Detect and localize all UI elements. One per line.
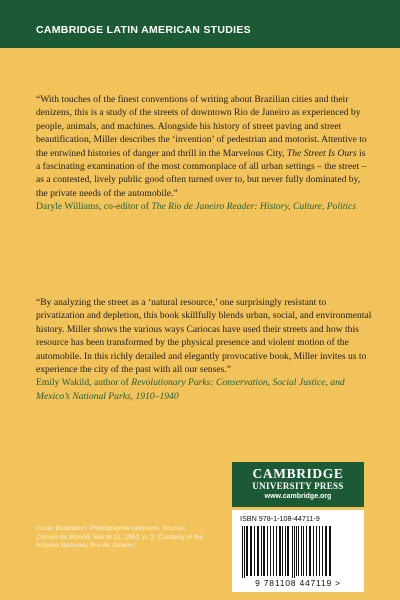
barcode-digits: 9 781108 447119 > [255,578,341,588]
cover-credit: Cover illustration: Photographer unknown. Source: Correio da Manhã, March 11, 1952, p. 3. Courtesy of the Arquivo Nacional, Rio de Janeiro. [36,525,204,550]
publisher-logo [232,462,364,507]
endorsement-2-attribution: Emily Wakild, author of Revolutionary Parks: Conservation, Social Justice, and Mexico’s National Parks, 1910–1940 [36,377,345,402]
endorsement-1 [36,93,372,214]
publisher-name: CAMBRIDGE [252,466,344,481]
isbn-label: ISBN 978-1-108-44711-9 [240,514,320,523]
endorsement-2-quote: “By analyzing the street as a ‘natural resource,’ one surprisingly resistant to privatization and depletion, this book skillfully blends urban, social, and environmental history. Miller shows the various ways Cariocas have used their streets and how this resource has been transformed by the physical presence and violent motion of the automobile. In this richly detailed and elegantly provocative book, Miller invites us to experience the city of the past with all our senses.” [36,297,372,376]
endorsement-1-quote: “With touches of the finest conventions of writing about Brazilian cities and their denizens, this is a study of the streets of downtown Rio de Janeiro as experienced by people, animals, and machines. Alongside his history of street paving and street beautification, Miller describes the ‘invention’ of pedestrian and motorist. Attentive to the entwined histories of danger and thrill in the Marvelous City, The Street Is Ours is a fascinating examination of the most commonplace of all urban settings – the street – as a contested, lively public good often turned over to, but never fully dominated by, the private needs of the automobile.” [36,94,367,199]
publisher-url: www.cambridge.org [264,493,332,500]
barcode-box [232,510,364,592]
publisher-subtitle: UNIVERSITY PRESS [252,481,344,491]
series-band [0,0,400,48]
barcode-icon [240,526,356,578]
series-title: CAMBRIDGE LATIN AMERICAN STUDIES [36,24,251,36]
endorsement-1-attribution: Daryle Williams, co-editor of The Rio de Janeiro Reader: History, Culture, Politics [36,201,357,213]
endorsement-2 [36,296,372,403]
